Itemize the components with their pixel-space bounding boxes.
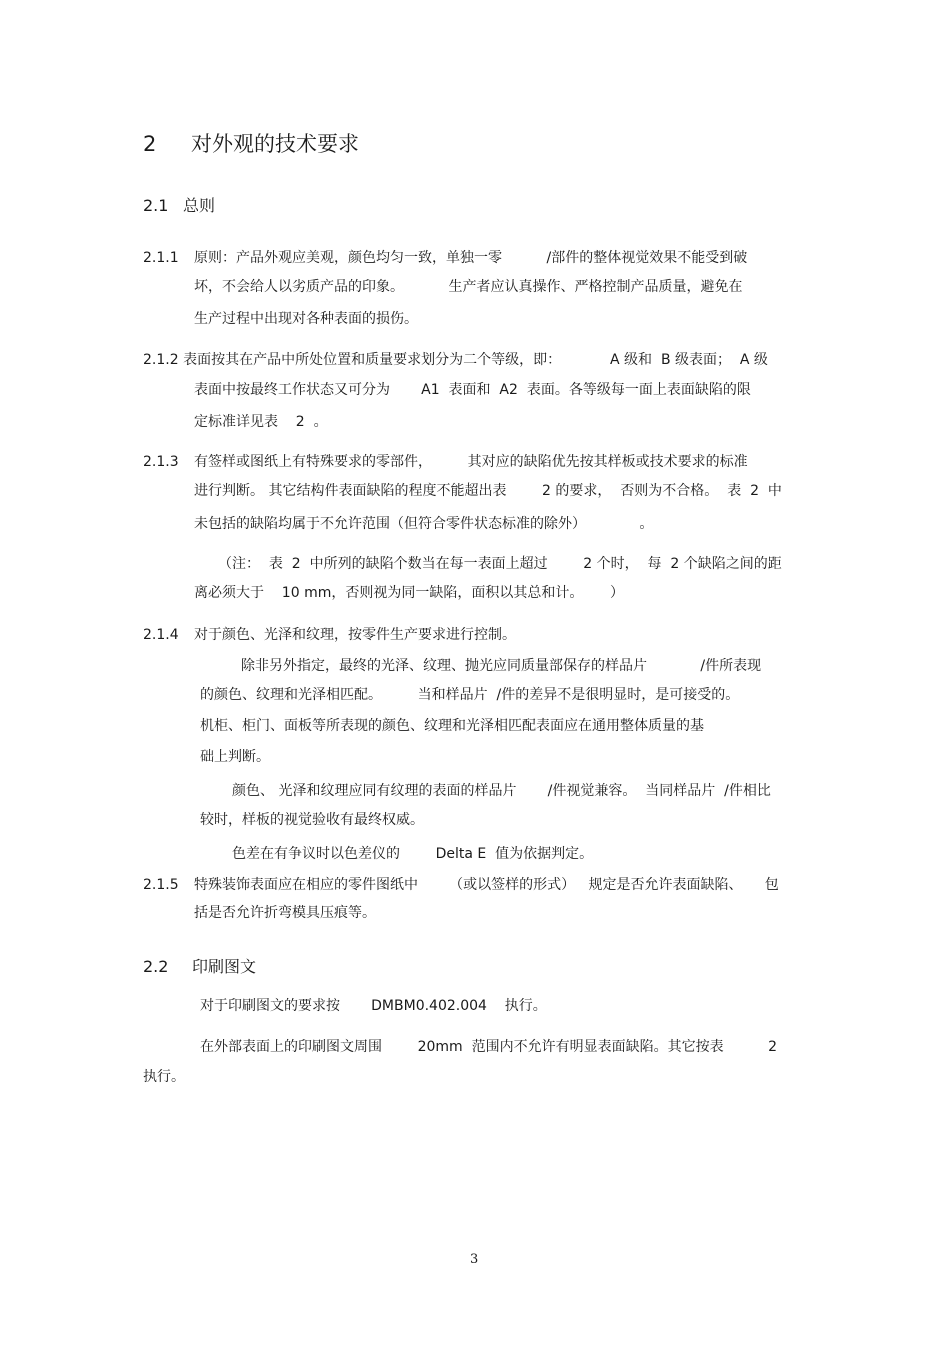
clause-2-1-4-line: 除非另外指定，最终的光泽、纹理、抛光应同质量部保存的样品片 /件所表现	[241, 658, 762, 674]
clause-2-1-2-line: 2.1.2 表面按其在产品中所处位置和质量要求划分为二个等级，即： A 级和 B 级表面； A 级	[143, 352, 768, 368]
subsection-2-2-title: 印刷图文	[192, 957, 257, 976]
clause-2-1-1-line: 原则：产品外观应美观，颜色均匀一致，单独一零 /部件的整体视觉效果不能受到破	[194, 250, 748, 266]
clause-2-1-1-number: 2.1.1	[143, 250, 179, 266]
section-title: 对外观的技术要求	[191, 132, 359, 156]
clause-2-1-3-line: 进行判断。 其它结构件表面缺陷的程度不能超出表 2 的要求， 否则为不合格。 表 2 中	[194, 483, 782, 499]
clause-2-1-5-line: 括是否允许折弯模具压痕等。	[194, 905, 376, 921]
subsection-2-2-line: 在外部表面上的印刷图文周围 20mm 范围内不允许有明显表面缺陷。其它按表 2	[200, 1039, 777, 1055]
clause-2-1-3-note-line: （注： 表 2 中所列的缺陷个数当在每一表面上超过 2 个时， 每 2 个缺陷之间的距	[218, 556, 782, 572]
clause-2-1-1-line: 坏，不会给人以劣质产品的印象。 生产者应认真操作、严格控制产品质量，避免在	[194, 279, 743, 295]
clause-2-1-2-line: 定标准详见表 2 。	[194, 414, 328, 430]
subsection-2-1-title: 总则	[183, 196, 216, 215]
clause-2-1-3-number: 2.1.3	[143, 454, 179, 470]
clause-2-1-4-line: 础上判断。	[200, 749, 270, 765]
subsection-2-2-number: 2.2	[143, 957, 169, 976]
subsection-2-2-line: 执行。	[143, 1069, 185, 1085]
clause-2-1-2-line: 表面中按最终工作状态又可分为 A1 表面和 A2 表面。各等级每一面上表面缺陷的限	[194, 382, 751, 398]
clause-2-1-4-line: 的颜色、纹理和光泽相匹配。 当和样品片 /件的差异不是很明显时，是可接受的。	[200, 687, 740, 703]
clause-2-1-1-line: 生产过程中出现对各种表面的损伤。	[194, 311, 418, 327]
clause-2-1-4-line: 颜色、 光泽和纹理应同有纹理的表面的样品片 /件视觉兼容。 当同样品片 /件相比	[232, 783, 771, 799]
clause-2-1-5-number: 2.1.5	[143, 877, 179, 893]
section-number: 2	[143, 132, 157, 156]
clause-2-1-4-line: 色差在有争议时以色差仪的 Delta E 值为依据判定。	[232, 846, 594, 862]
clause-2-1-5-line: 特殊装饰表面应在相应的零件图纸中 （或以签样的形式） 规定是否允许表面缺陷、 包	[194, 877, 779, 893]
clause-2-1-3-line: 有签样或图纸上有特殊要求的零部件， 其对应的缺陷优先按其样板或技术要求的标准	[194, 454, 748, 470]
subsection-2-1-number: 2.1	[143, 196, 169, 215]
clause-2-1-4-line: 机柜、柜门、面板等所表现的颜色、纹理和光泽相匹配表面应在通用整体质量的基	[200, 718, 704, 734]
clause-2-1-3-note-line: 离必须大于 10 mm，否则视为同一缺陷，面积以其总和计。 ）	[194, 585, 625, 601]
clause-2-1-4-line: 对于颜色、光泽和纹理，按零件生产要求进行控制。	[194, 627, 516, 643]
subsection-2-2-line: 对于印刷图文的要求按 DMBM0.402.004 执行。	[200, 998, 547, 1014]
page-number: 3	[470, 1252, 479, 1267]
clause-2-1-4-line: 较时，样板的视觉验收有最终权威。	[200, 812, 424, 828]
clause-2-1-3-line: 未包括的缺陷均属于不允许范围（但符合零件状态标准的除外） 。	[194, 516, 654, 532]
clause-2-1-4-number: 2.1.4	[143, 627, 179, 643]
